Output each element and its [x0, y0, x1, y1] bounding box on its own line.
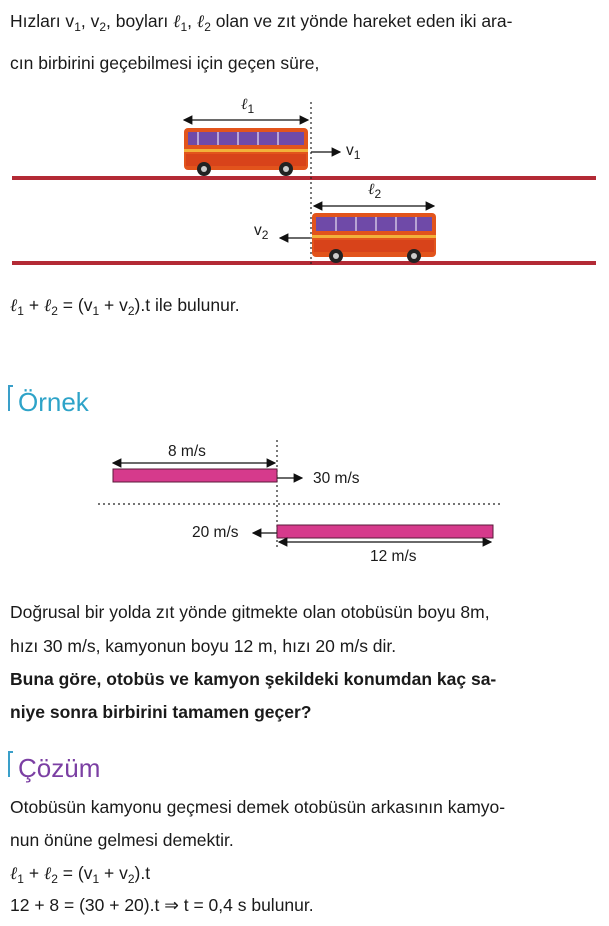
label-l2: ℓ$_2$ — [368, 180, 382, 201]
solution-line-1: Otobüsün kamyonu geçmesi demek otobüsün arkasının kamyo- — [10, 797, 506, 817]
bottom-speed-label: 20 m/s — [192, 524, 239, 541]
question-line-2: niye sonra birbirini tamamen geçer? — [10, 702, 312, 722]
problem-line-2: hızı 30 m/s, kamyonun boyu 12 m, hızı 20 m/s dir. — [10, 636, 397, 656]
intro-line-2: cın birbirini geçebilmesi için geçen süre, — [10, 53, 320, 73]
formula-main: ℓ$_1$ + ℓ$_2$ = $(v_1 + v_2).t$ ile bulunur. — [10, 295, 240, 318]
top-bar — [113, 469, 277, 482]
bottom-bar — [277, 525, 493, 538]
bottom-length-label: 12 m/s — [370, 548, 417, 565]
ornek-heading: Örnek — [18, 387, 89, 417]
ornek-heading-mark — [8, 385, 13, 411]
top-speed-label: 30 m/s — [313, 470, 360, 487]
solution-calc: 12 + 8 = (30 + 20).t ⇒ t = 0,4 s bulunur. — [10, 895, 314, 915]
cozum-heading-mark — [8, 751, 13, 777]
bar-figure — [0, 438, 609, 568]
label-v2: $v_2$ — [254, 222, 269, 242]
solution-line-2: nun önüne gelmesi demektir. — [10, 830, 234, 850]
solution-formula: ℓ$_1$ + ℓ$_2$ = $(v_1 + v_2).t$ — [10, 863, 151, 886]
bus-figure — [0, 92, 609, 272]
bus-top — [184, 128, 308, 176]
cozum-heading: Çözüm — [18, 753, 101, 783]
problem-line-1: Doğrusal bir yolda zıt yönde gitmekte olan otobüsün boyu 8m, — [10, 602, 490, 622]
label-l1: ℓ$_1$ — [241, 95, 255, 116]
label-v1: $v_1$ — [346, 142, 361, 162]
intro-line-1: Hızları $v_1$, $v_2$, boyları ℓ$_1$, ℓ$_2$ olan ve zıt yönde hareket eden iki ara- — [10, 11, 513, 34]
question-line-1: Buna göre, otobüs ve kamyon şekildeki konumdan kaç sa- — [10, 669, 497, 689]
road-bottom — [12, 261, 596, 265]
top-length-label: 8 m/s — [168, 443, 206, 460]
road-top — [12, 176, 596, 180]
bus-bottom — [312, 213, 436, 263]
